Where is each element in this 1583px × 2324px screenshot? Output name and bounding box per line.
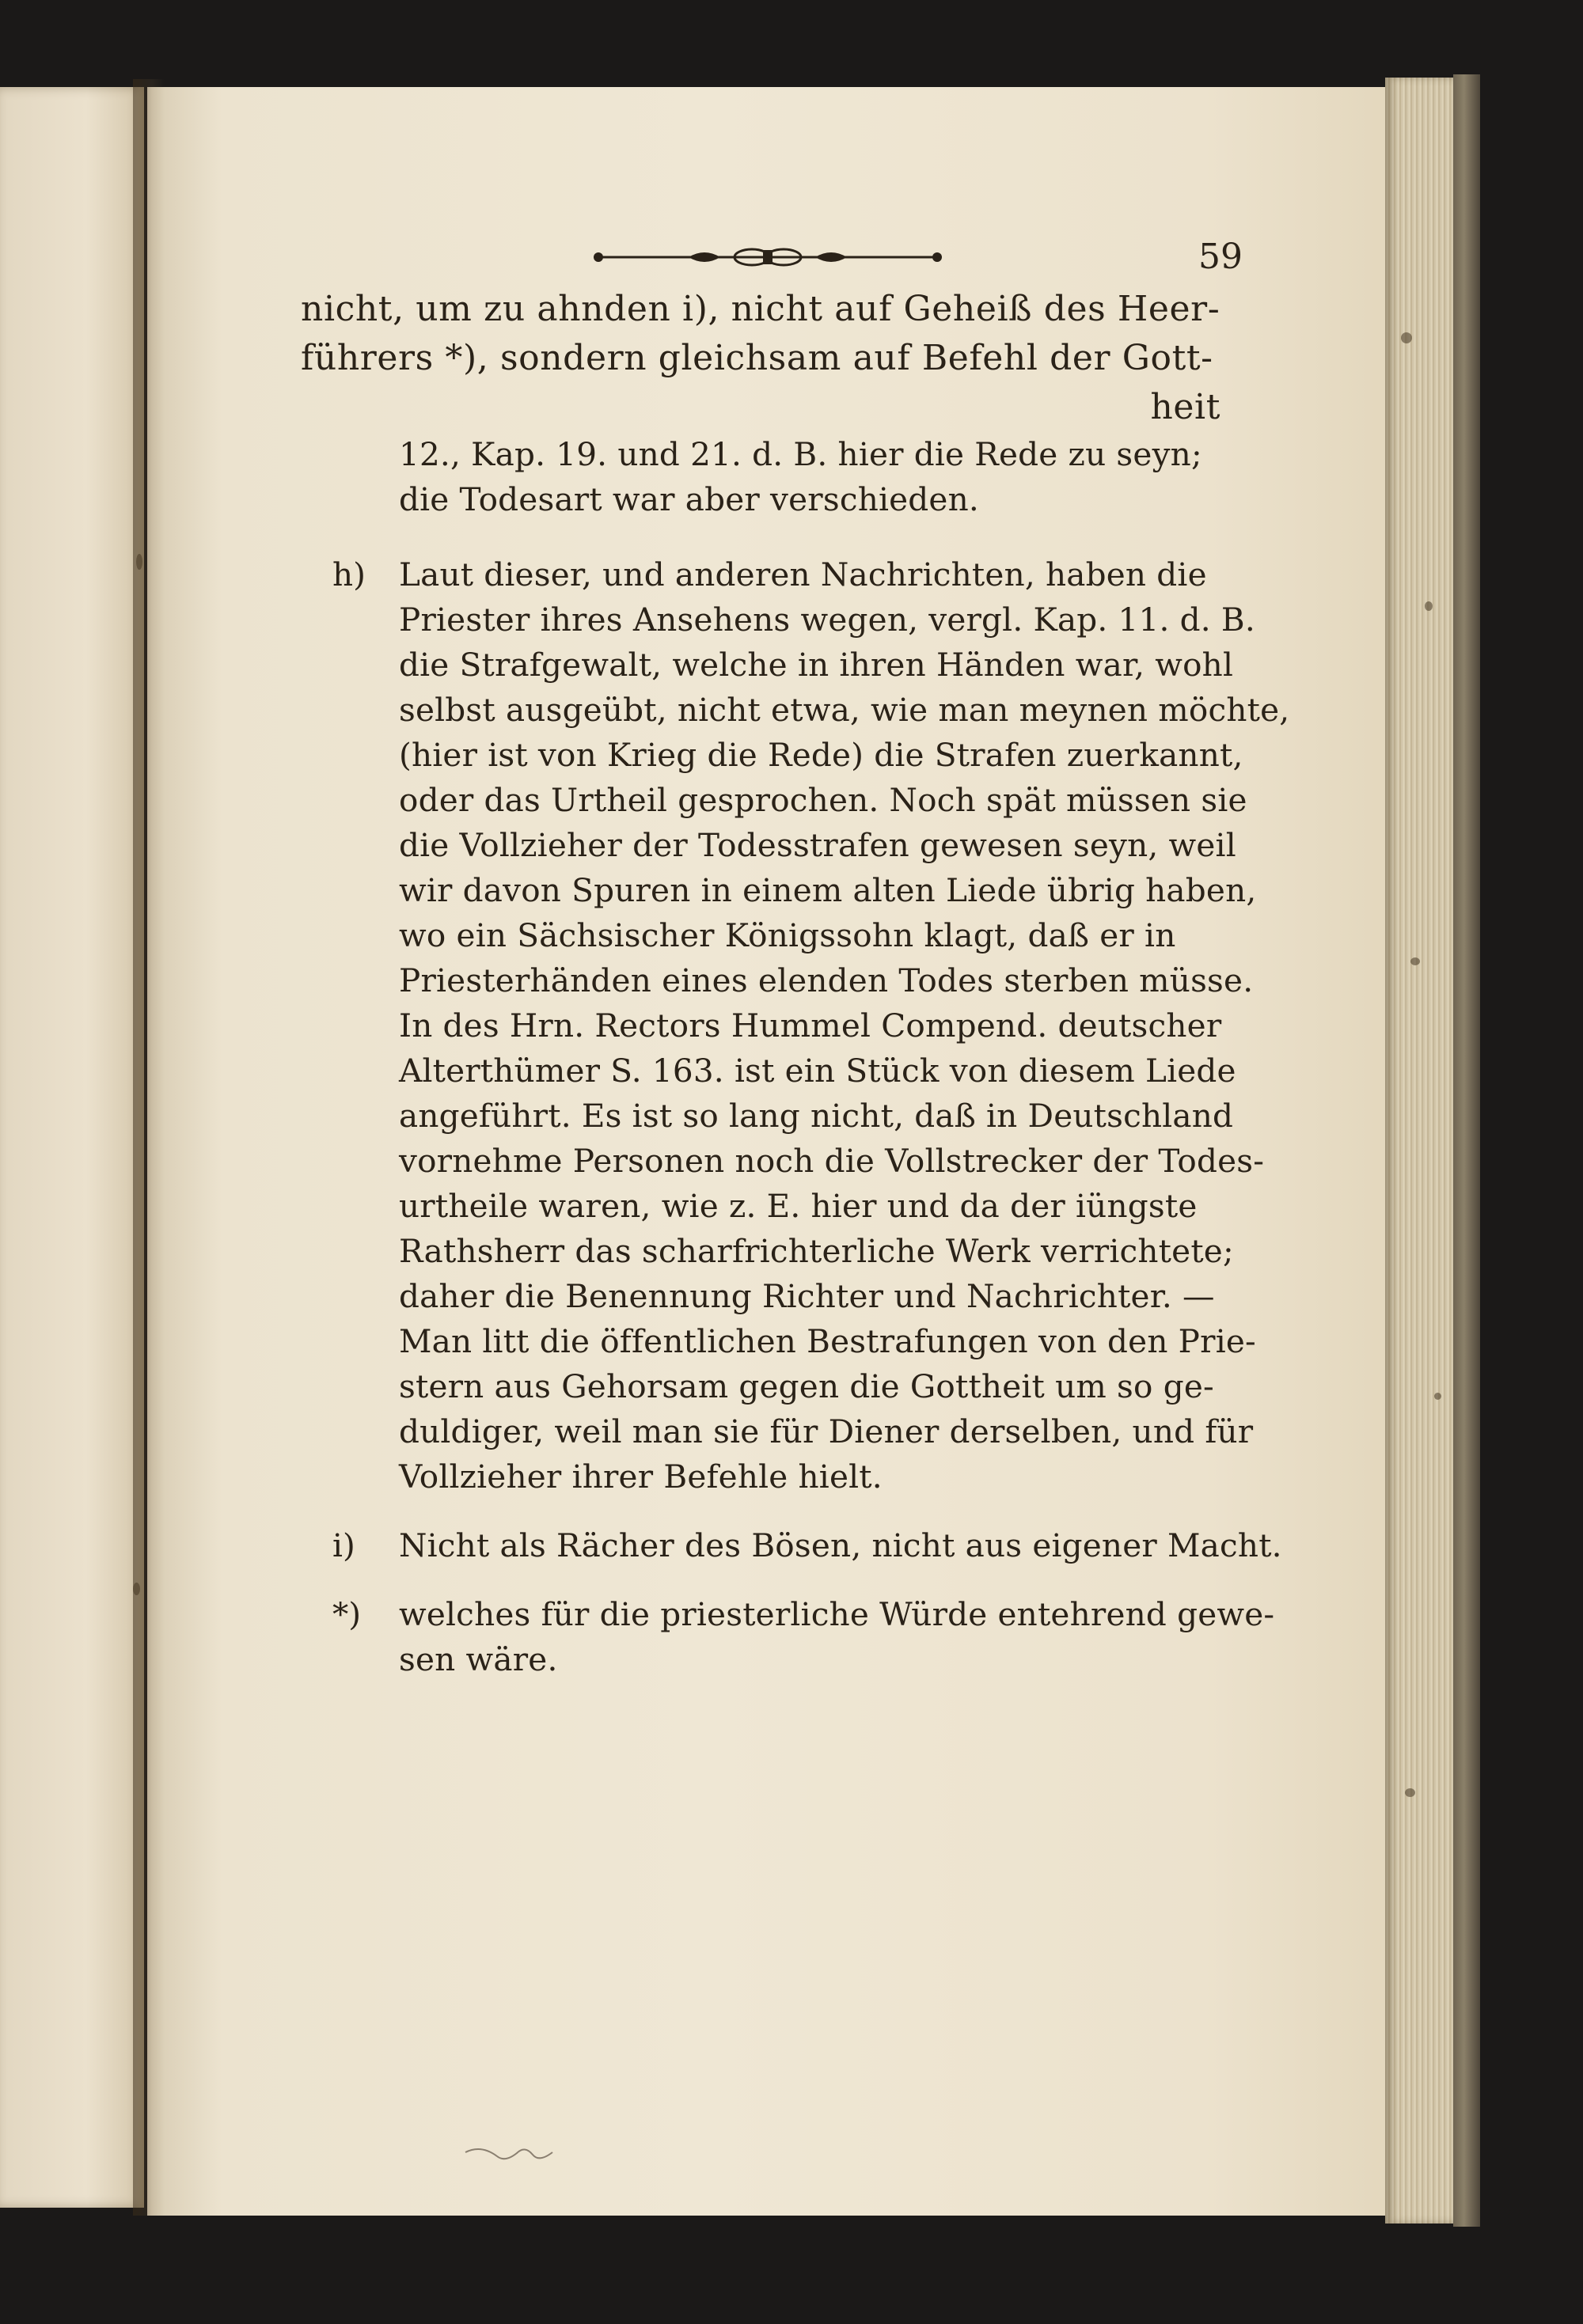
foxing-spot <box>1401 332 1412 343</box>
foxing-spot <box>136 554 142 570</box>
foxing-spot <box>1410 957 1420 965</box>
footnote-marker: i) <box>332 1526 355 1564</box>
footnote-line: die Strafgewalt, welche in ihren Händen war, wohl <box>399 646 1234 684</box>
footnote-line: selbst ausgeübt, nicht etwa, wie man meynen möchte, <box>399 691 1290 729</box>
foxing-spot <box>1434 1393 1441 1400</box>
foxing-spot <box>1405 1788 1415 1797</box>
footnote-line: Man litt die öffentlichen Bestrafungen von den Prie- <box>399 1322 1256 1360</box>
cover-edge <box>1453 74 1480 2227</box>
pencil-mark-icon <box>459 2121 562 2168</box>
footnote-line: oder das Urtheil gesprochen. Noch spät müssen sie <box>399 781 1247 819</box>
header-ornament-icon <box>594 245 942 269</box>
footnote-line: Laut dieser, und anderen Nachrichten, haben die <box>399 555 1207 593</box>
footnote-asterisk <box>301 1592 1275 1682</box>
footnote-line: welches für die priesterliche Würde entehrend gewe- <box>399 1595 1275 1633</box>
footnote-line: Rathsherr das scharfrichterliche Werk verrichtete; <box>399 1232 1234 1270</box>
page-header <box>301 237 1243 277</box>
book-gutter <box>133 79 165 2216</box>
foxing-spot <box>1425 601 1433 611</box>
footnote-line: duldiger, weil man sie für Diener derselben, und für <box>399 1412 1254 1450</box>
page-text-block <box>301 237 1290 1682</box>
footnote-line: Priesterhänden eines elenden Todes sterben müsse. <box>399 961 1254 999</box>
catchword: heit <box>1150 387 1220 427</box>
main-text-line: führers *), sondern gleichsam auf Befehl der Gott- <box>301 338 1213 378</box>
main-text-line: nicht, um zu ahnden i), nicht auf Geheiß des Heer- <box>301 289 1220 329</box>
footnote-line: die Vollzieher der Todesstrafen gewesen seyn, weil <box>399 826 1236 864</box>
footnote-line: wo ein Sächsischer Königssohn klagt, daß er in <box>399 916 1176 954</box>
previous-note-continuation <box>301 432 1227 522</box>
footnote-line: vornehme Personen noch die Vollstrecker der Todes- <box>399 1142 1265 1180</box>
main-text <box>301 285 1227 432</box>
note-continuation-line: die Todesart war aber verschieden. <box>399 480 979 518</box>
footnote-line: In des Hrn. Rectors Hummel Compend. deutscher <box>399 1007 1222 1044</box>
foxing-spot <box>133 1583 140 1595</box>
footnote-line: Alterthümer S. 163. ist ein Stück von diesem Liede <box>399 1052 1236 1090</box>
footnote-line: angeführt. Es ist so lang nicht, daß in Deutschland <box>399 1097 1234 1135</box>
footnote-h <box>301 552 1290 1499</box>
footnote-line: Vollzieher ihrer Befehle hielt. <box>399 1458 883 1496</box>
footnote-marker: h) <box>332 555 366 593</box>
left-page-edge <box>0 87 144 2208</box>
footnote-marker: *) <box>332 1595 362 1633</box>
footnote-line: wir davon Spuren in einem alten Liede übrig haben, <box>399 871 1257 909</box>
page-block-edge <box>1385 78 1461 2224</box>
page-number: 59 <box>1198 237 1243 277</box>
note-continuation-line: 12., Kap. 19. und 21. d. B. hier die Rede zu seyn; <box>399 435 1202 473</box>
footnote-line: Priester ihres Ansehens wegen, vergl. Kap. 11. d. B. <box>399 601 1255 639</box>
footnote-line: urtheile waren, wie z. E. hier und da der iüngste <box>399 1187 1198 1225</box>
footnote-line: Nicht als Rächer des Bösen, nicht aus eigener Macht. <box>399 1526 1282 1564</box>
footnote-line: daher die Benennung Richter und Nachrichter. — <box>399 1277 1215 1315</box>
footnote-line: sen wäre. <box>399 1640 558 1678</box>
footnote-i <box>301 1523 1282 1568</box>
footnote-line: (hier ist von Krieg die Rede) die Strafen zuerkannt, <box>399 736 1243 774</box>
footnote-line: stern aus Gehorsam gegen die Gottheit um so ge- <box>399 1367 1214 1405</box>
